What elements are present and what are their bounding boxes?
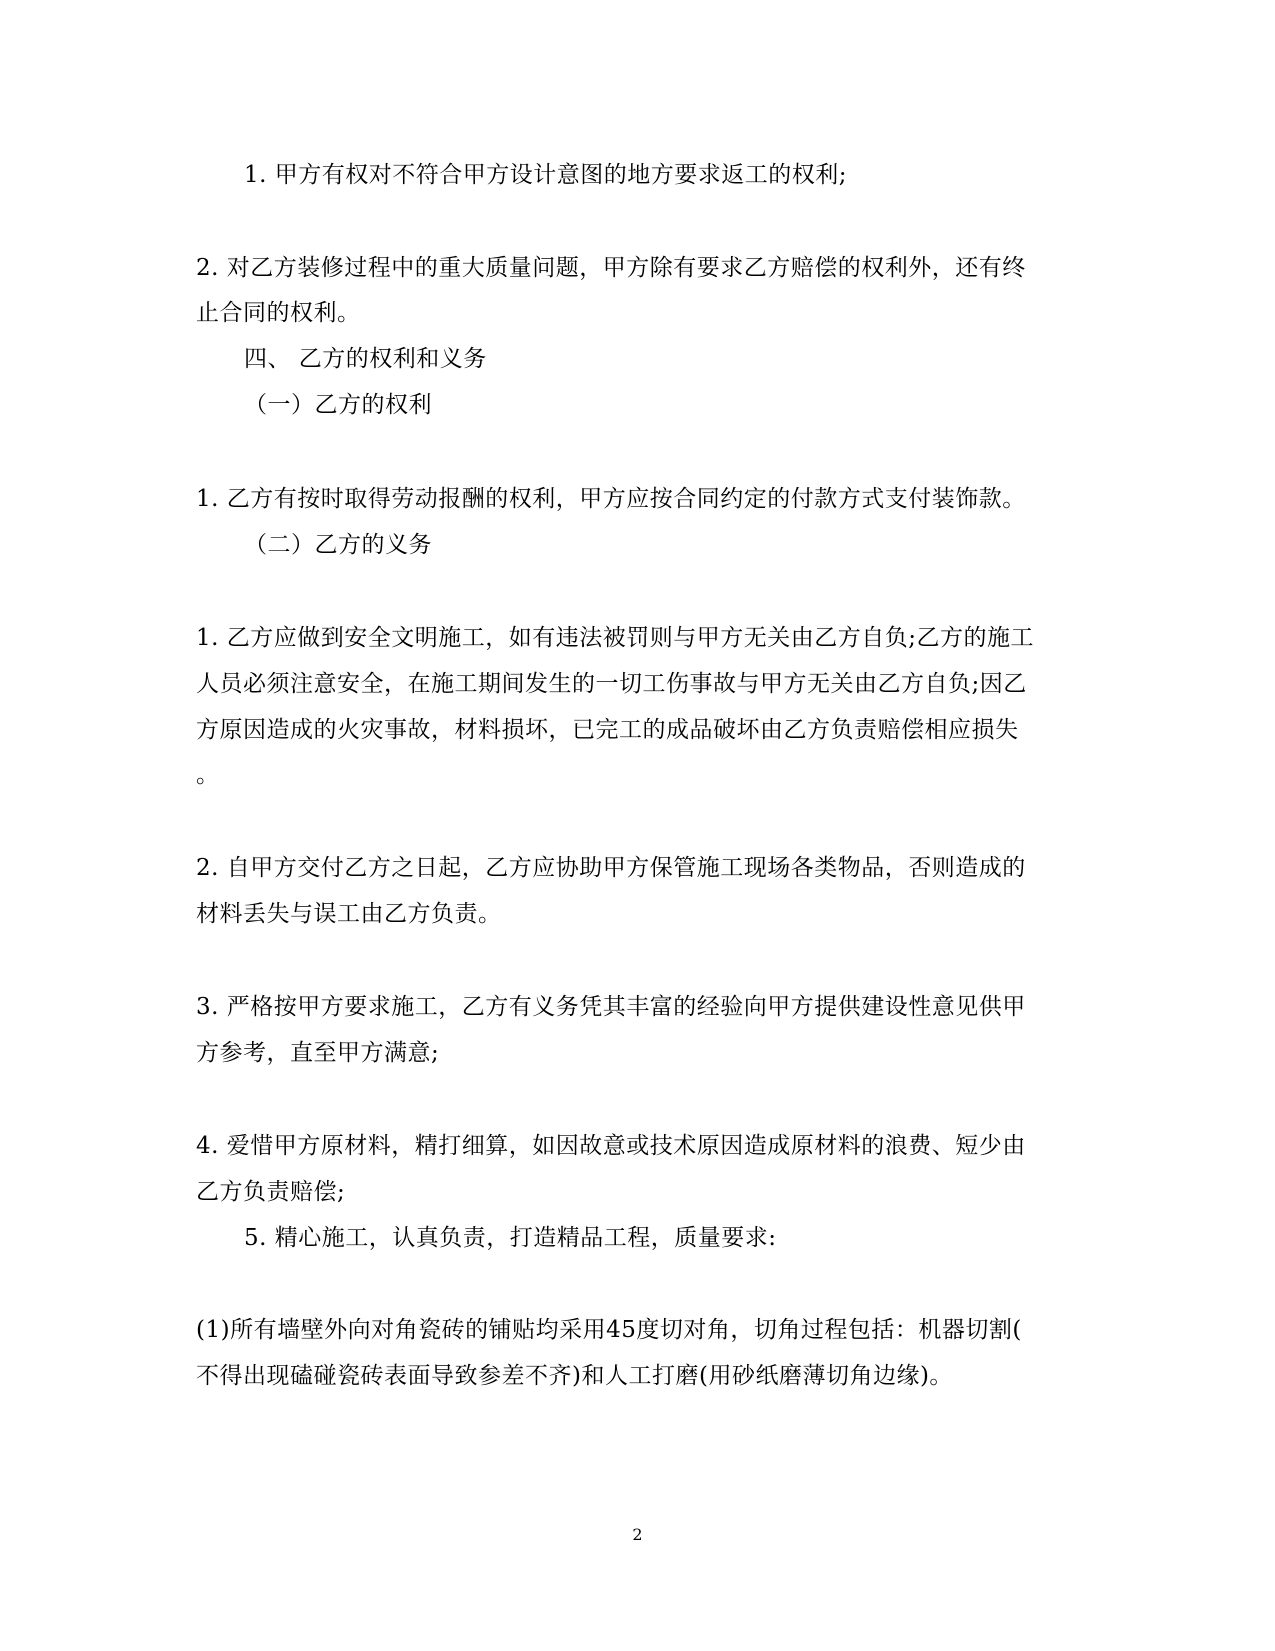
text-line: 不得出现磕碰瓷砖表面导致参差不齐)和人工打磨(用砂纸磨薄切角边缘)。: [196, 1363, 953, 1389]
text-line: 止合同的权利。: [196, 300, 361, 326]
text-line: 方原因造成的火灾事故，材料损坏，已完工的成品破坏由乙方负责赔偿相应损失: [196, 717, 1019, 743]
text-line: 5. 精心施工，认真负责，打造精品工程，质量要求:: [244, 1225, 777, 1251]
text-line: 2. 自甲方交付乙方之日起，乙方应协助甲方保管施工现场各类物品，否则造成的: [196, 855, 1026, 881]
text-line: 人员必须注意安全，在施工期间发生的一切工伤事故与甲方无关由乙方自负;因乙: [196, 671, 1027, 697]
subsection-heading: （一）乙方的权利: [244, 392, 432, 418]
text-line: 1. 乙方有按时取得劳动报酬的权利，甲方应按合同约定的付款方式支付装饰款。: [196, 486, 1026, 512]
text-line: 2. 对乙方装修过程中的重大质量问题，甲方除有要求乙方赔偿的权利外，还有终: [196, 255, 1026, 281]
text-line: 3. 严格按甲方要求施工，乙方有义务凭其丰富的经验向甲方提供建设性意见供甲: [196, 994, 1026, 1020]
text-line: 1. 乙方应做到安全文明施工，如有违法被罚则与甲方无关由乙方自负;乙方的施工: [196, 625, 1035, 651]
text-line: 材料丢失与误工由乙方负责。: [196, 901, 502, 927]
text-line: 4. 爱惜甲方原材料，精打细算，如因故意或技术原因造成原材料的浪费、短少由: [196, 1133, 1026, 1159]
page-number: 2: [632, 1525, 643, 1544]
text-line: (1)所有墙壁外向对角瓷砖的铺贴均采用45度切对角，切角过程包括：机器切割(: [196, 1317, 1022, 1343]
subsection-heading: （二）乙方的义务: [244, 532, 432, 558]
text-line: 1. 甲方有权对不符合甲方设计意图的地方要求返工的权利;: [244, 162, 848, 188]
text-line: 乙方负责赔偿;: [196, 1179, 346, 1205]
text-line: 方参考，直至甲方满意;: [196, 1040, 440, 1066]
text-line: 。: [196, 762, 220, 788]
section-heading: 四、 乙方的权利和义务: [244, 346, 487, 372]
